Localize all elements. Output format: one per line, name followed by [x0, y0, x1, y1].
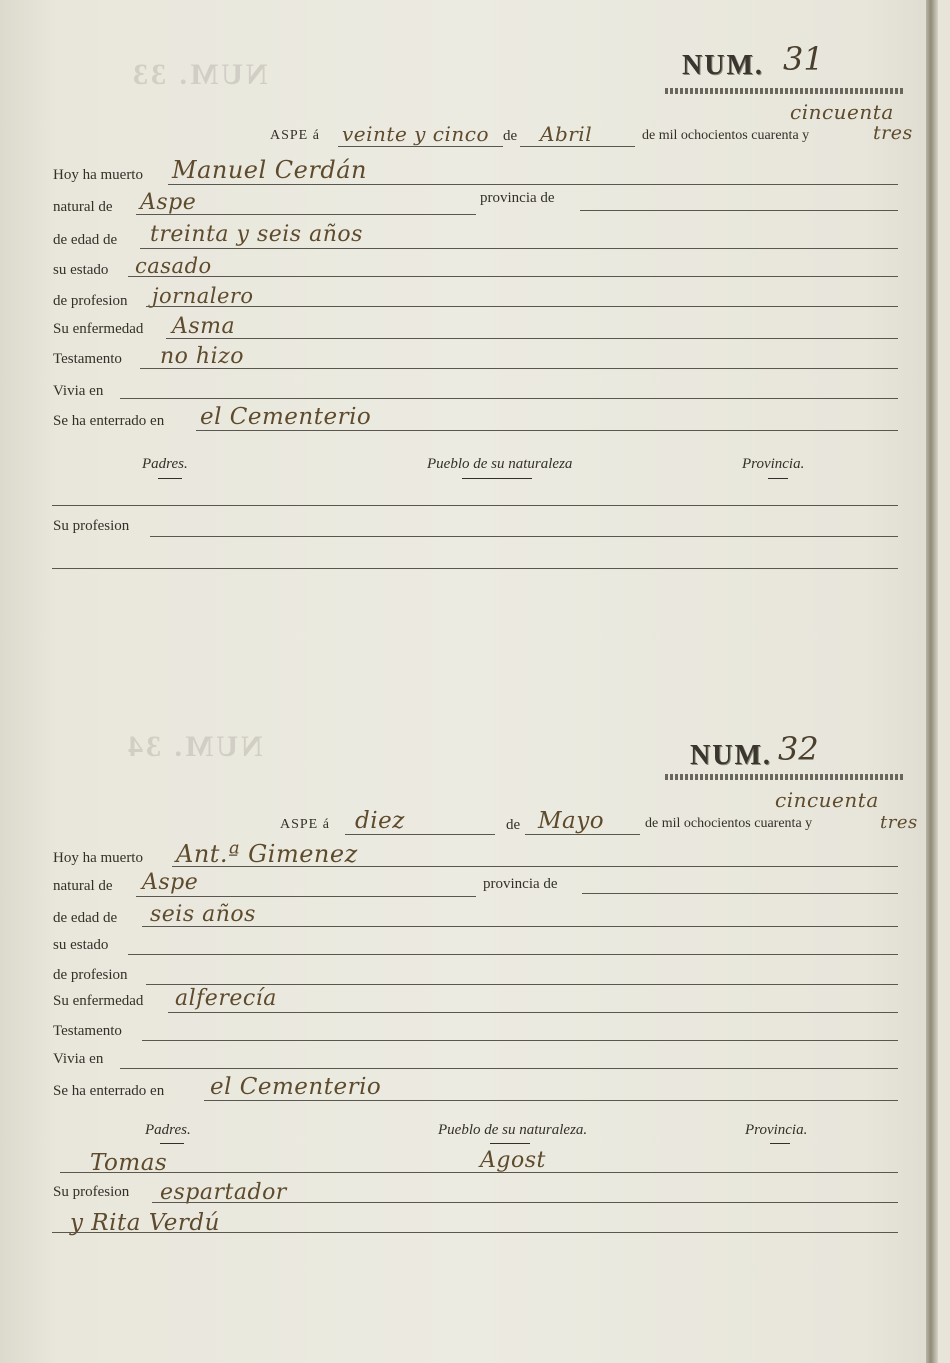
year-unit: tres [880, 812, 918, 833]
header-underline [770, 1143, 790, 1144]
parents-header: Padres. [142, 456, 188, 472]
year-label: de mil ochocientos cuarenta y [642, 128, 810, 143]
entry-number-value: 32 [778, 730, 819, 768]
day-value: diez [355, 808, 405, 834]
field-line [146, 984, 898, 985]
field-line [136, 896, 476, 897]
province-header: Provincia. [742, 456, 805, 472]
birthplace-value: Aspe [142, 870, 199, 895]
birthplace-value: Aspe [140, 190, 197, 215]
decorative-rule [665, 88, 905, 94]
header-underline [768, 478, 788, 479]
field-line [136, 214, 476, 215]
field-line [166, 338, 898, 339]
field-line [140, 368, 898, 369]
field-line [196, 430, 898, 431]
entry-number-value: 31 [783, 40, 824, 78]
parents-line [60, 1172, 898, 1173]
illness-value: Asma [172, 314, 236, 339]
illness-value: alferecía [175, 986, 277, 1011]
age-label: de edad de [53, 910, 118, 926]
day-line [345, 834, 495, 835]
month-value: Mayo [538, 808, 605, 834]
birthplace-label: natural de [53, 878, 113, 894]
field-line [168, 184, 898, 185]
occupation-value: jornalero [152, 284, 254, 308]
header-underline [490, 1143, 530, 1144]
residence-label: Vivia en [53, 1051, 104, 1067]
hometown-header: Pueblo de su naturaleza [427, 456, 573, 472]
page-edge [926, 0, 938, 1363]
birthplace-label: natural de [53, 199, 113, 215]
parent-name-value: Tomas [90, 1150, 168, 1176]
header-underline [462, 478, 532, 479]
parent-hometown-value: Agost [480, 1148, 546, 1173]
year-unit: tres [873, 122, 913, 144]
civil-status-value: casado [135, 254, 212, 278]
occupation-label: de profesion [53, 967, 128, 983]
parents-second-line-value: y Rita Verdú [70, 1210, 220, 1236]
province-header: Provincia. [745, 1122, 808, 1138]
field-line [582, 893, 898, 894]
de-label: de [503, 128, 518, 144]
burial-value: el Cementerio [210, 1074, 382, 1100]
field-line [204, 1100, 898, 1101]
field-line [142, 1040, 898, 1041]
deceased-name: Ant.ª Gimenez [176, 840, 358, 868]
parents-header: Padres. [145, 1122, 191, 1138]
day-line [338, 146, 503, 147]
will-label: Testamento [53, 351, 122, 367]
civil-status-label: su estado [53, 262, 109, 278]
parents-occupation-label: Su profesion [53, 1184, 130, 1200]
deceased-label: Hoy ha muerto [53, 850, 143, 866]
burial-label: Se ha enterrado en [53, 413, 165, 429]
field-line [146, 306, 898, 307]
field-line [120, 398, 898, 399]
field-line [142, 926, 898, 927]
field-line [580, 210, 898, 211]
deceased-name: Manuel Cerdán [172, 156, 367, 184]
de-label: de [506, 817, 521, 833]
burial-label: Se ha enterrado en [53, 1083, 165, 1099]
field-line [140, 248, 898, 249]
occupation-label: de profesion [53, 293, 128, 309]
field-line [52, 1232, 898, 1233]
field-line [152, 1202, 898, 1203]
illness-label: Su enfermedad [53, 993, 144, 1009]
month-line [520, 146, 635, 147]
province-label: provincia de [483, 876, 558, 892]
field-line [128, 276, 898, 277]
civil-status-label: su estado [53, 937, 109, 953]
header-underline [158, 478, 182, 479]
field-line [52, 568, 898, 569]
burial-value: el Cementerio [200, 404, 372, 430]
place-label: ASPE á [280, 817, 330, 832]
bleed-through-mark: NUM. 33 [130, 58, 268, 91]
age-label: de edad de [53, 232, 118, 248]
will-value: no hizo [160, 344, 244, 369]
entry-number-label: NUM. [682, 50, 764, 81]
year-label: de mil ochocientos cuarenta y [645, 816, 813, 831]
header-underline [160, 1143, 184, 1144]
will-label: Testamento [53, 1023, 122, 1039]
parents-occupation-label: Su profesion [53, 518, 130, 534]
day-value: veinte y cinco [342, 122, 490, 146]
age-value: seis años [150, 902, 256, 927]
year-correction: cincuenta [790, 100, 894, 124]
hometown-header: Pueblo de su naturaleza. [438, 1122, 588, 1138]
field-line [120, 1068, 898, 1069]
place-label: ASPE á [270, 128, 320, 143]
field-line [128, 954, 898, 955]
province-label: provincia de [480, 190, 555, 206]
parents-occupation-value: espartador [160, 1180, 287, 1205]
residence-label: Vivia en [53, 383, 104, 399]
illness-label: Su enfermedad [53, 321, 144, 337]
deceased-label: Hoy ha muerto [53, 167, 143, 183]
month-value: Abril [540, 122, 593, 146]
decorative-rule [665, 774, 905, 780]
age-value: treinta y seis años [150, 222, 363, 247]
parents-line [52, 505, 898, 506]
field-line [150, 536, 898, 537]
year-correction: cincuenta [775, 788, 879, 812]
month-line [525, 834, 640, 835]
entry-number-label: NUM. [690, 740, 772, 771]
field-line [172, 866, 898, 867]
bleed-through-mark: NUM. 34 [125, 730, 263, 763]
field-line [168, 1012, 898, 1013]
